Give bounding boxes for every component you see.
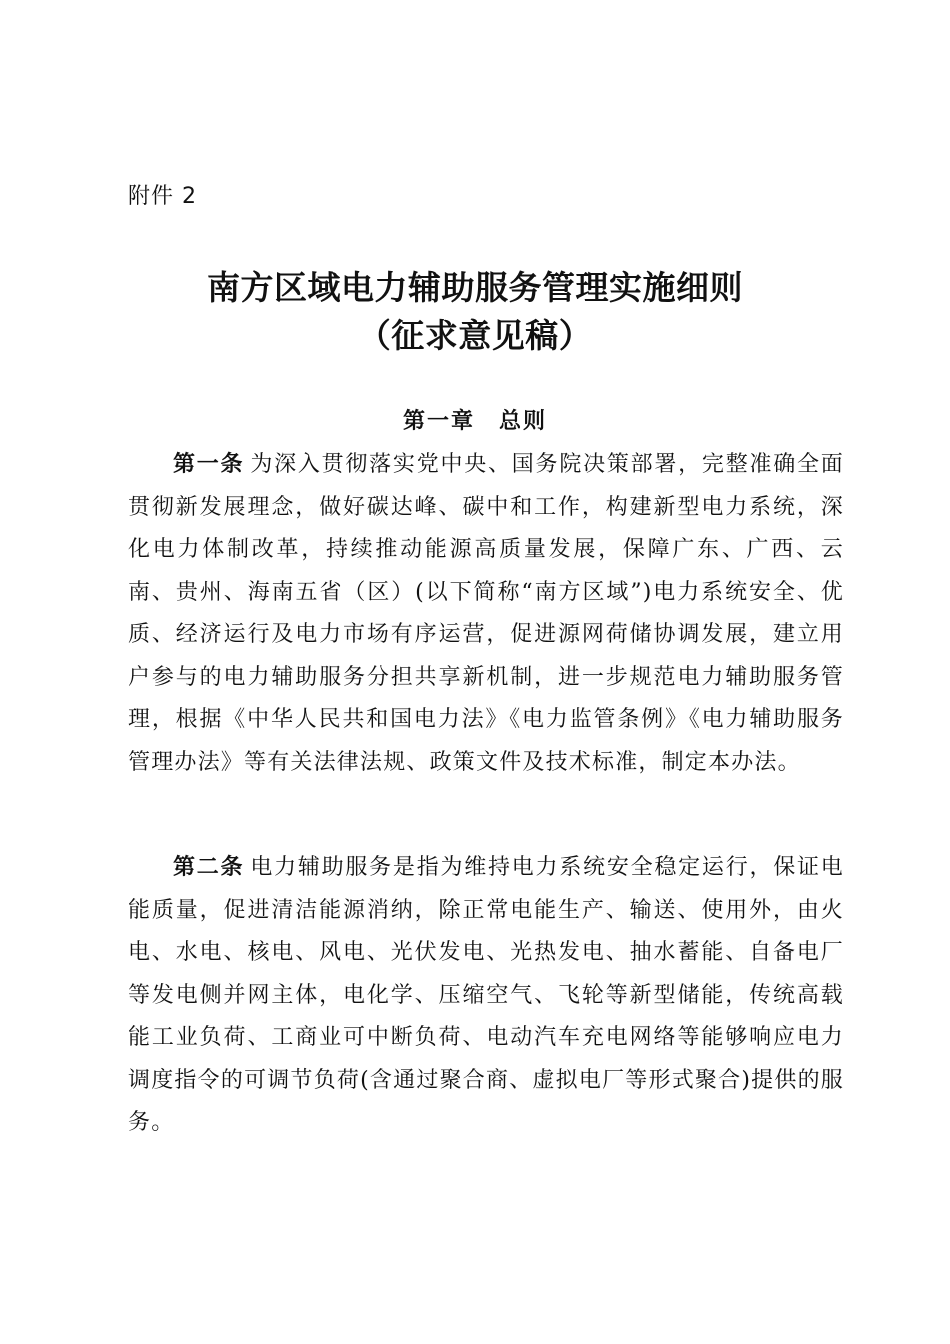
article-2: [128, 847, 844, 1145]
article-2-label: 第二条: [173, 855, 245, 880]
article-1-label: 第一条: [173, 452, 245, 477]
article-2-text: 电力辅助服务是指为维持电力系统安全稳定运行，保证电能质量，促进清洁能源消纳，除正常电能生产、输送、使用外，由火电、水电、核电、风电、光伏发电、光热发电、抽水蓄能、自备电厂等发电侧并网主体，电化学、压缩空气、飞轮等新型储能，传统高载能工业负荷、工商业可中断负荷、电动汽车充电网络等能够响应电力调度指令的可调节负荷(含通过聚合商、虚拟电厂等形式聚合)提供的服务。: [128, 855, 844, 1135]
chapter-heading: 第一章 总则: [402, 409, 547, 434]
document-title: 南方区域电力辅助服务管理实施细则: [207, 268, 743, 307]
article-1-text: 为深入贯彻落实党中央、国务院决策部署，完整准确全面贯彻新发展理念，做好碳达峰、碳中和工作，构建新型电力系统，深化电力体制改革，持续推动能源高质量发展，保障广东、广西、云南、贵州、海南五省（区）(以下简称“南方区域”)电力系统安全、优质、经济运行及电力市场有序运营，促进源网荷储协调发展，建立用户参与的电力辅助服务分担共享新机制，进一步规范电力辅助服务管理，根据《中华人民共和国电力法》《电力监管条例》《电力辅助服务管理办法》等有关法律法规、政策文件及技术标准，制定本办法。: [128, 452, 844, 775]
attachment-label: 附件 2: [128, 184, 197, 209]
document-subtitle: （征求意见稿）: [357, 316, 593, 355]
article-1: [128, 444, 844, 784]
